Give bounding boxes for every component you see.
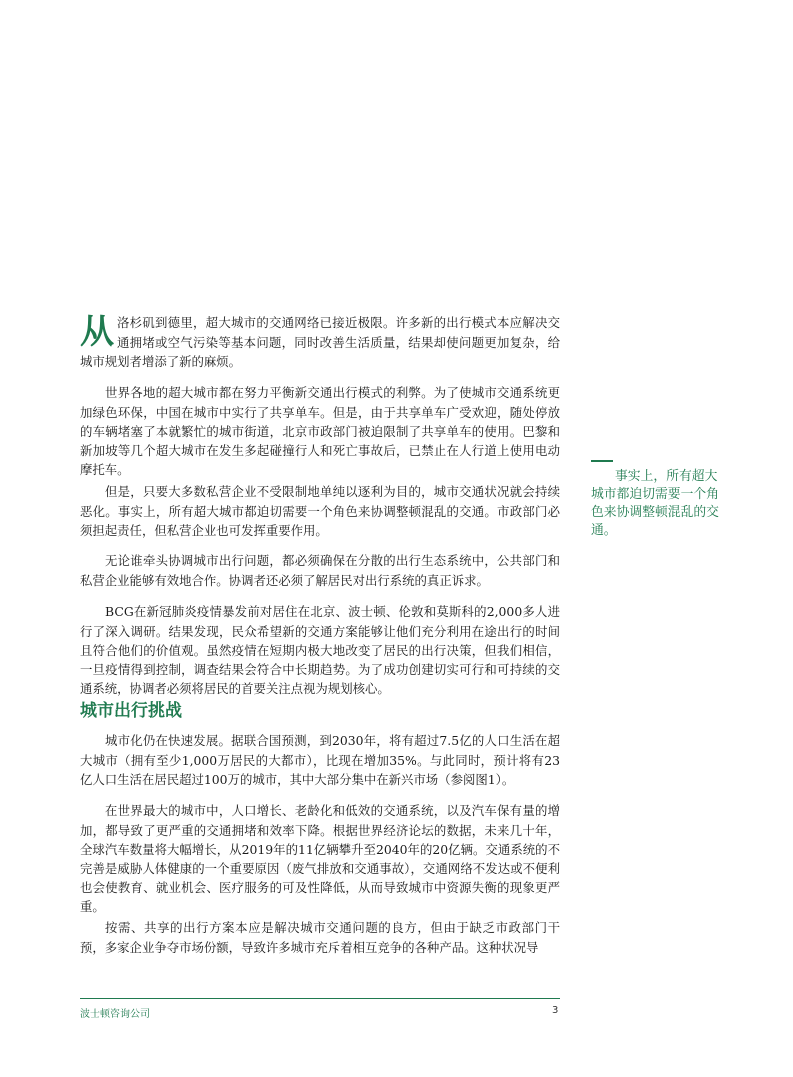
footer-company: 波士顿咨询公司 (80, 1009, 150, 1020)
paragraph-7: 在世界最大的城市中，人口增长、老龄化和低效的交通系统，以及汽车保有量的增加，都导致了更严重的交通拥堵和效率下降。根据世界经济论坛的数据，未来几十年，全球汽车数量将大幅增长，从2019年的11亿辆攀升至2040年的20亿辆。交通系统的不完善是威胁人体健康的一个重要原因（废气排放和交通事故），交通网络不发达或不便利也会使教育、就业机会、医疗服务的可及性降低，从而导致城市中资源失衡的现象更严重。 (80, 803, 560, 915)
drop-cap: 从 (80, 312, 114, 353)
paragraph-3: 但是，只要大多数私营企业不受限制地单纯以逐利为目的，城市交通状况就会持续恶化。事实上，所有超大城市都迫切需要一个角色来协调整顿混乱的交通。市政部门必须担起责任，但私营企业也可发挥重要作用。 (80, 484, 560, 538)
paragraph-2: 世界各地的超大城市都在努力平衡新交通出行模式的利弊。为了使城市交通系统更加绿色环保，中国在城市中实行了共享单车。但是，由于共享单车广受欢迎，随处停放的车辆堵塞了本就繁忙的城市街道，北京市政部门被迫限制了共享单车的使用。巴黎和新加坡等几个超大城市在发生多起碰撞行人和死亡事故后，已禁止在人行道上使用电动摩托车。 (80, 385, 560, 478)
intro-paragraph (80, 313, 560, 371)
paragraph-6: 城市化仍在快速发展。据联合国预测，到2030年，将有超过7.5亿的人口生活在超大城市（拥有至少1,000万居民的大都市），比现在增加35%。与此同时，预计将有23亿人口生活在居民超过100万的城市，其中大部分集中在新兴市场（参阅图1）。 (80, 733, 560, 787)
pull-quote: 事实上，所有超大城市都迫切需要一个角色来协调整顿混乱的交通。 (591, 469, 719, 538)
footer-divider (80, 998, 560, 999)
pullquote-rule (591, 460, 613, 462)
paragraph-8: 按需、共享的出行方案本应是解决城市交通问题的良方，但由于缺乏市政部门干预，多家企业争夺市场份额，导致许多城市充斥着相互竞争的各种产品。这种状况导 (80, 920, 560, 955)
section-heading: 城市出行挑战 (80, 701, 182, 721)
intro-text: 洛杉矶到德里，超大城市的交通网络已接近极限。许多新的出行模式本应解决交通拥堵或空气污染等基本问题，同时改善生活质量，结果却使问题更加复杂，给城市规划者增添了新的麻烦。 (80, 315, 560, 369)
paragraph-4: 无论谁牵头协调城市出行问题，都必须确保在分散的出行生态系统中，公共部门和私营企业能够有效地合作。协调者还必须了解居民对出行系统的真正诉求。 (80, 553, 560, 588)
paragraph-5: BCG在新冠肺炎疫情暴发前对居住在北京、波士顿、伦敦和莫斯科的2,000多人进行了深入调研。结果发现，民众希望新的交通方案能够让他们充分利用在途出行的时间且符合他们的价值观。虽然疫情在短期内极大地改变了居民的出行决策，但我们相信，一旦疫情得到控制，调查结果会符合中长期趋势。为了成功创建切实可行和可持续的交通系统，协调者必须将居民的首要关注点视为规划核心。 (80, 604, 560, 697)
page-number: 3 (552, 1005, 559, 1016)
